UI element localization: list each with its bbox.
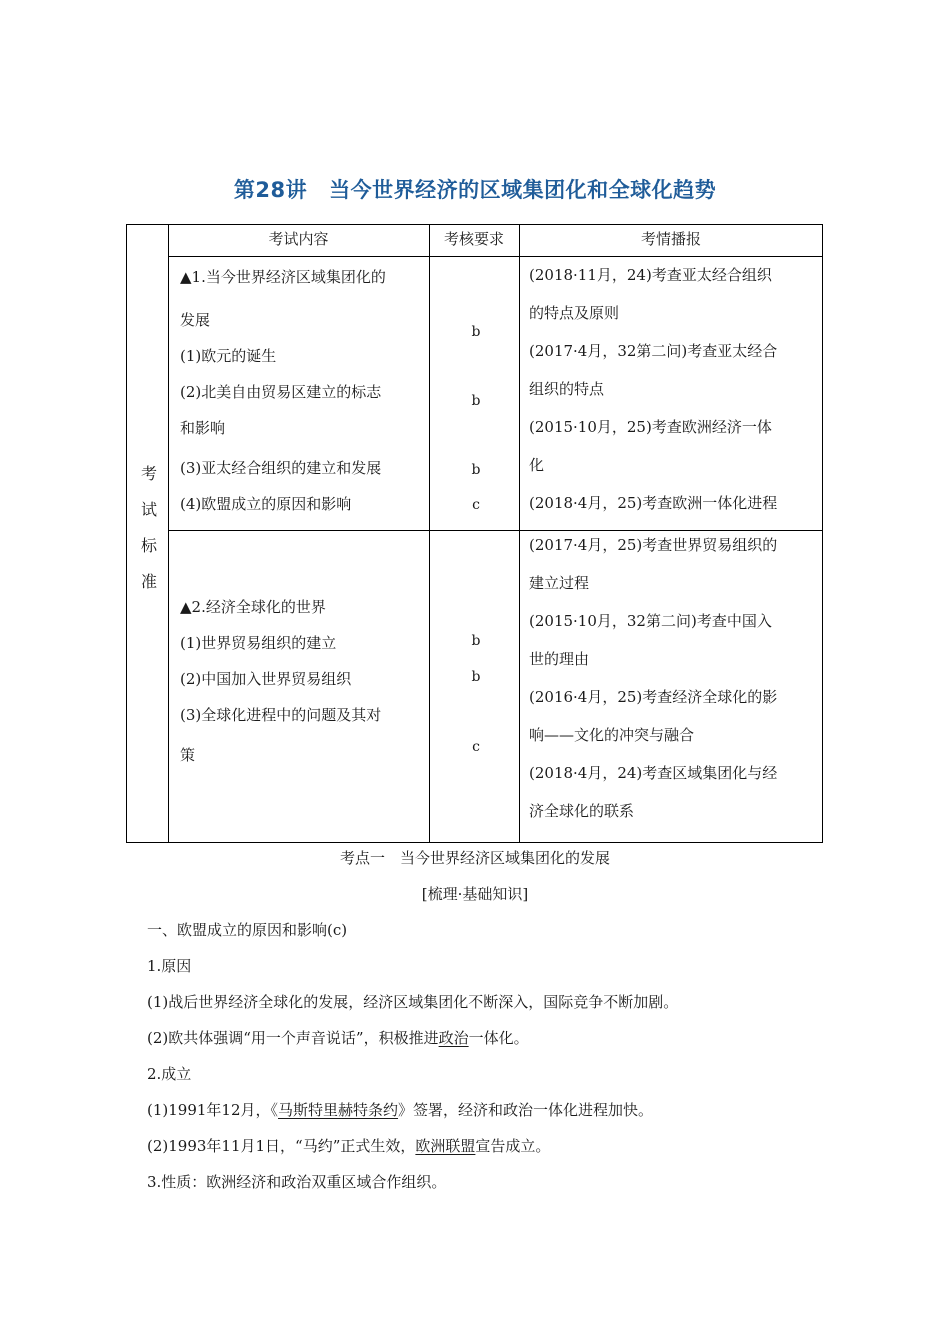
header-content: 考试内容 [268,230,329,248]
row1-req: b [471,324,481,340]
row1-content: ▲1.当今世界经济区域集团化的 发展 (1)欧元的诞生 (2)北美自由贸易区建立的标志 和影响 (3)亚太经合组织的建立和发展 (4)欧盟成立的原因和影响 [180,268,386,513]
section-heading: 考点一 当今世界经济区域集团化的发展 [339,849,610,867]
body-line: 一、欧盟成立的原因和影响(c) [147,921,348,939]
row2-content: ▲2.经济全球化的世界 (1)世界贸易组织的建立 (2)中国加入世界贸易组织 (3)全球化进程中的问题及其对 策 [180,598,382,764]
row2-req: c [472,739,480,755]
side-label: 考 试 标 准 [140,464,157,591]
body-line: (1)1991年12月，《马斯特里赫特条约》签署，经济和政治一体化进程加快。 [147,1101,654,1119]
row1-req: c [472,497,480,513]
row1-req: b [471,393,481,409]
row1-info: (2018·11月，24)考查亚太经合组织 的特点及原则 (2017·4月，32第二问)考查亚太经合 组织的特点 (2015·10月，25)考查欧洲经济一体 化 (2018·4月，25)考查欧洲一体化进程 [529,266,778,512]
header-info: 考情播报 [640,230,701,248]
header-requirement: 考核要求 [443,230,504,248]
body-line: (1)战后世界经济全球化的发展，经济区域集团化不断深入，国际竞争不断加剧。 [147,993,679,1011]
body-line: 3.性质：欧洲经济和政治双重区域合作组织。 [147,1173,447,1191]
row2-req: b [471,669,481,685]
table-divider [519,224,520,843]
body-line: 2.成立 [147,1065,192,1083]
page-title: 第28讲 当今世界经济的区域集团化和全球化趋势 [233,178,717,202]
table-divider [429,224,430,843]
body-line: (2)1993年11月1日，“马约”正式生效，欧洲联盟宣告成立。 [147,1137,551,1155]
underlined-term: 政治 [438,1029,469,1047]
table-divider [168,224,169,843]
row2-info: (2017·4月，25)考查世界贸易组织的 建立过程 (2015·10月，32第二问)考查中国入 世的理由 (2016·4月，25)考查经济全球化的影 响——文化的冲突与融合 (2018·4月，24)考查区域集团化与经 济全球化的联系 [529,536,778,820]
body-line: (2)欧共体强调“用一个声音说话”，积极推进政治一体化。 [147,1029,529,1047]
underlined-term: 马斯特里赫特条约 [278,1101,399,1119]
section-subheading: [梳理·基础知识] [421,885,529,903]
row2-req: b [471,633,481,649]
row1-req: b [471,462,481,478]
body-line: 1.原因 [147,957,192,975]
underlined-term: 欧洲联盟 [415,1137,476,1155]
